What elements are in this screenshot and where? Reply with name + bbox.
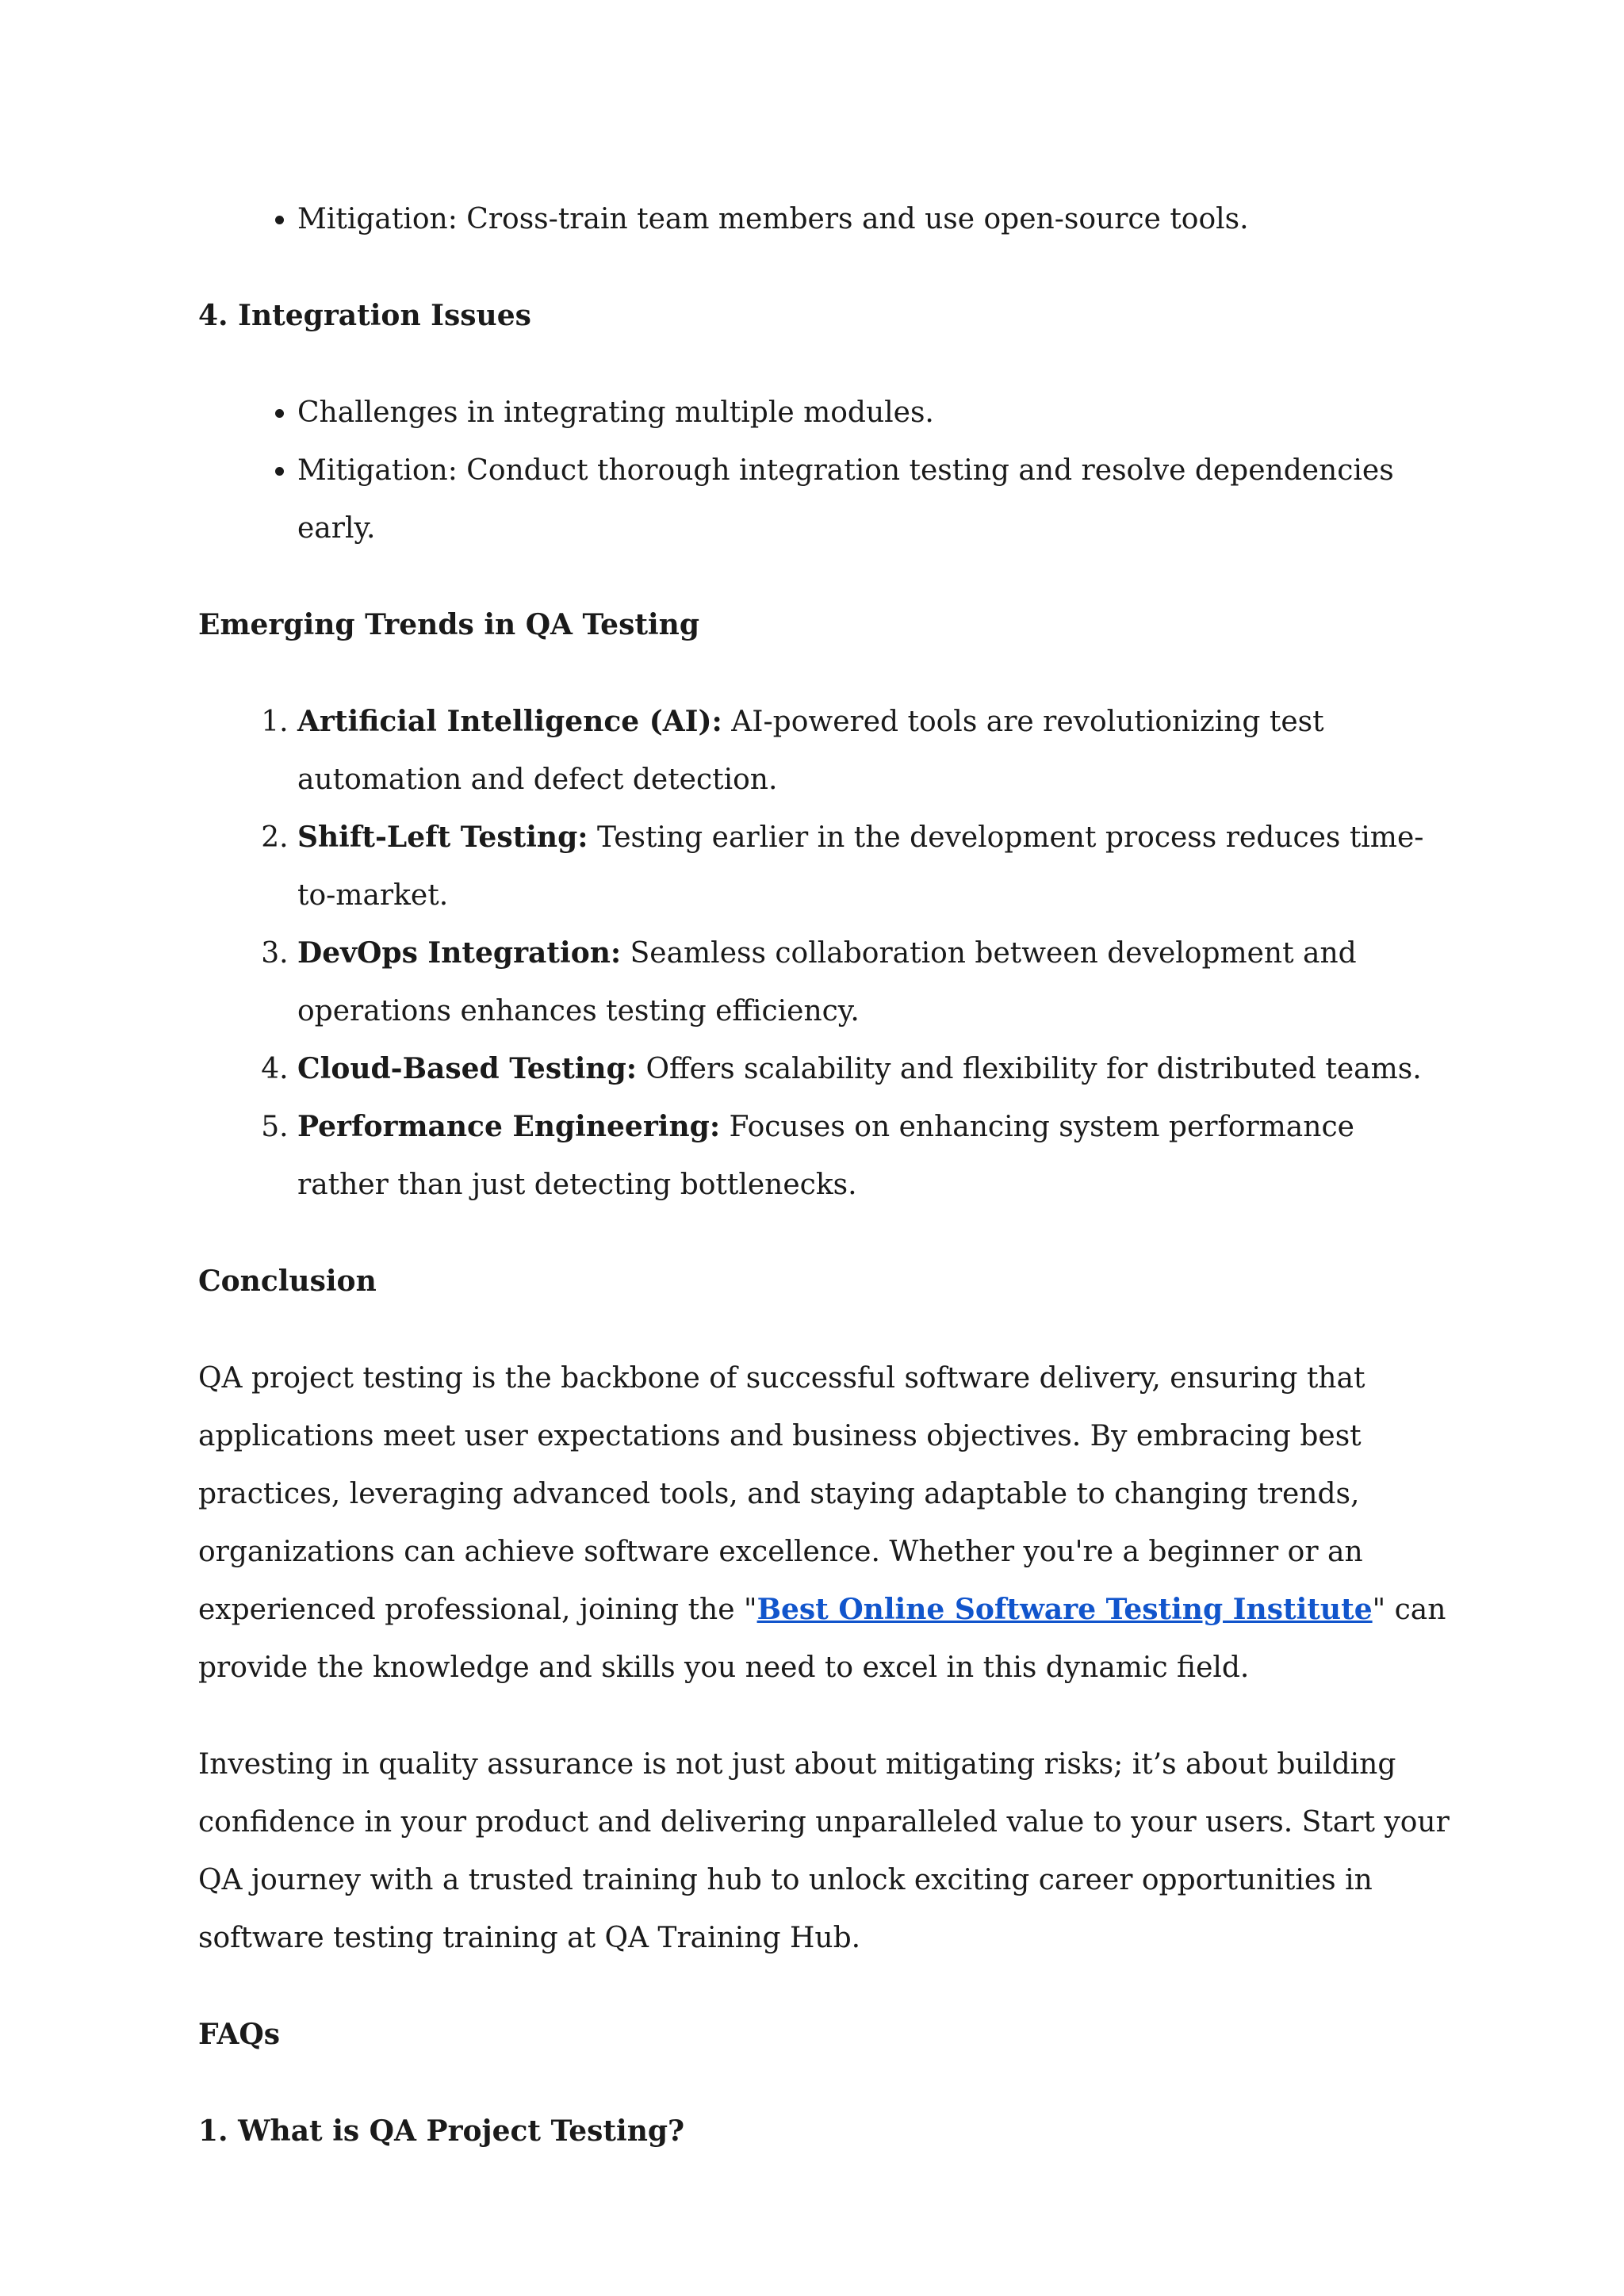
list-item	[297, 1098, 1451, 1214]
list-item: • Mitigation: Cross-train team members and use open-source tools.	[297, 190, 1451, 248]
trend-term: Artificial Intelligence (AI):	[297, 705, 722, 738]
trend-text: Seamless collaboration between development and operations enhances testing efficiency.	[297, 937, 1357, 1027]
best-online-software-testing-institute-link[interactable]: Best Online Software Testing Institute	[756, 1593, 1373, 1626]
list-item	[297, 1040, 1451, 1098]
section-heading-conclusion: Conclusion	[198, 1265, 377, 1298]
trend-term: DevOps Integration:	[297, 936, 622, 970]
paragraph-text: " can provide the knowledge and skills you need to excel in this dynamic field.	[198, 1594, 1446, 1684]
bullet-list-integration	[198, 384, 1451, 557]
list-item: • Mitigation: Conduct thorough integration testing and resolve dependencies early.	[297, 442, 1451, 557]
section-heading-trends: Emerging Trends in QA Testing	[198, 608, 700, 641]
document-page	[198, 190, 1451, 2160]
paragraph-text: QA project testing is the backbone of successful software delivery, ensuring that applications meet user expectations and business objectives. By embracing best practices, leveraging advanced tools, and staying adaptable to changing trends, organizations can achieve software excellence. Whether you're a beginner or an experienced professional, joining the "	[198, 1362, 1365, 1626]
trend-term: Shift-Left Testing:	[297, 821, 588, 854]
section-heading-faqs: FAQs	[198, 2018, 281, 2051]
list-item	[297, 693, 1451, 809]
trend-term: Cloud-Based Testing:	[297, 1052, 638, 1085]
list-item	[297, 924, 1451, 1040]
bullet-list-top	[198, 190, 1451, 248]
trend-term: Performance Engineering:	[297, 1110, 721, 1143]
list-item: • Challenges in integrating multiple modules.	[297, 384, 1451, 442]
trend-text: AI-powered tools are revolutionizing test automation and defect detection.	[297, 706, 1324, 796]
section-heading-integration: 4. Integration Issues	[198, 299, 531, 332]
trend-text: Offers scalability and flexibility for distributed teams.	[637, 1053, 1422, 1085]
conclusion-paragraph-1	[198, 1349, 1451, 1697]
conclusion-paragraph-2: Investing in quality assurance is not just about mitigating risks; it’s about building confidence in your product and delivering unparalleled value to your users. Start your QA journey with a trusted training hub to unlock exciting career opportunities in software testing training at QA Training Hub.	[198, 1748, 1450, 1954]
list-item	[297, 809, 1451, 924]
numbered-list-trends	[198, 693, 1451, 1214]
trend-text: Testing earlier in the development process reduces time-to-market.	[297, 821, 1424, 912]
trend-text: Focuses on enhancing system performance rather than just detecting bottlenecks.	[297, 1111, 1354, 1201]
faq-question-1: 1. What is QA Project Testing?	[198, 2114, 685, 2148]
